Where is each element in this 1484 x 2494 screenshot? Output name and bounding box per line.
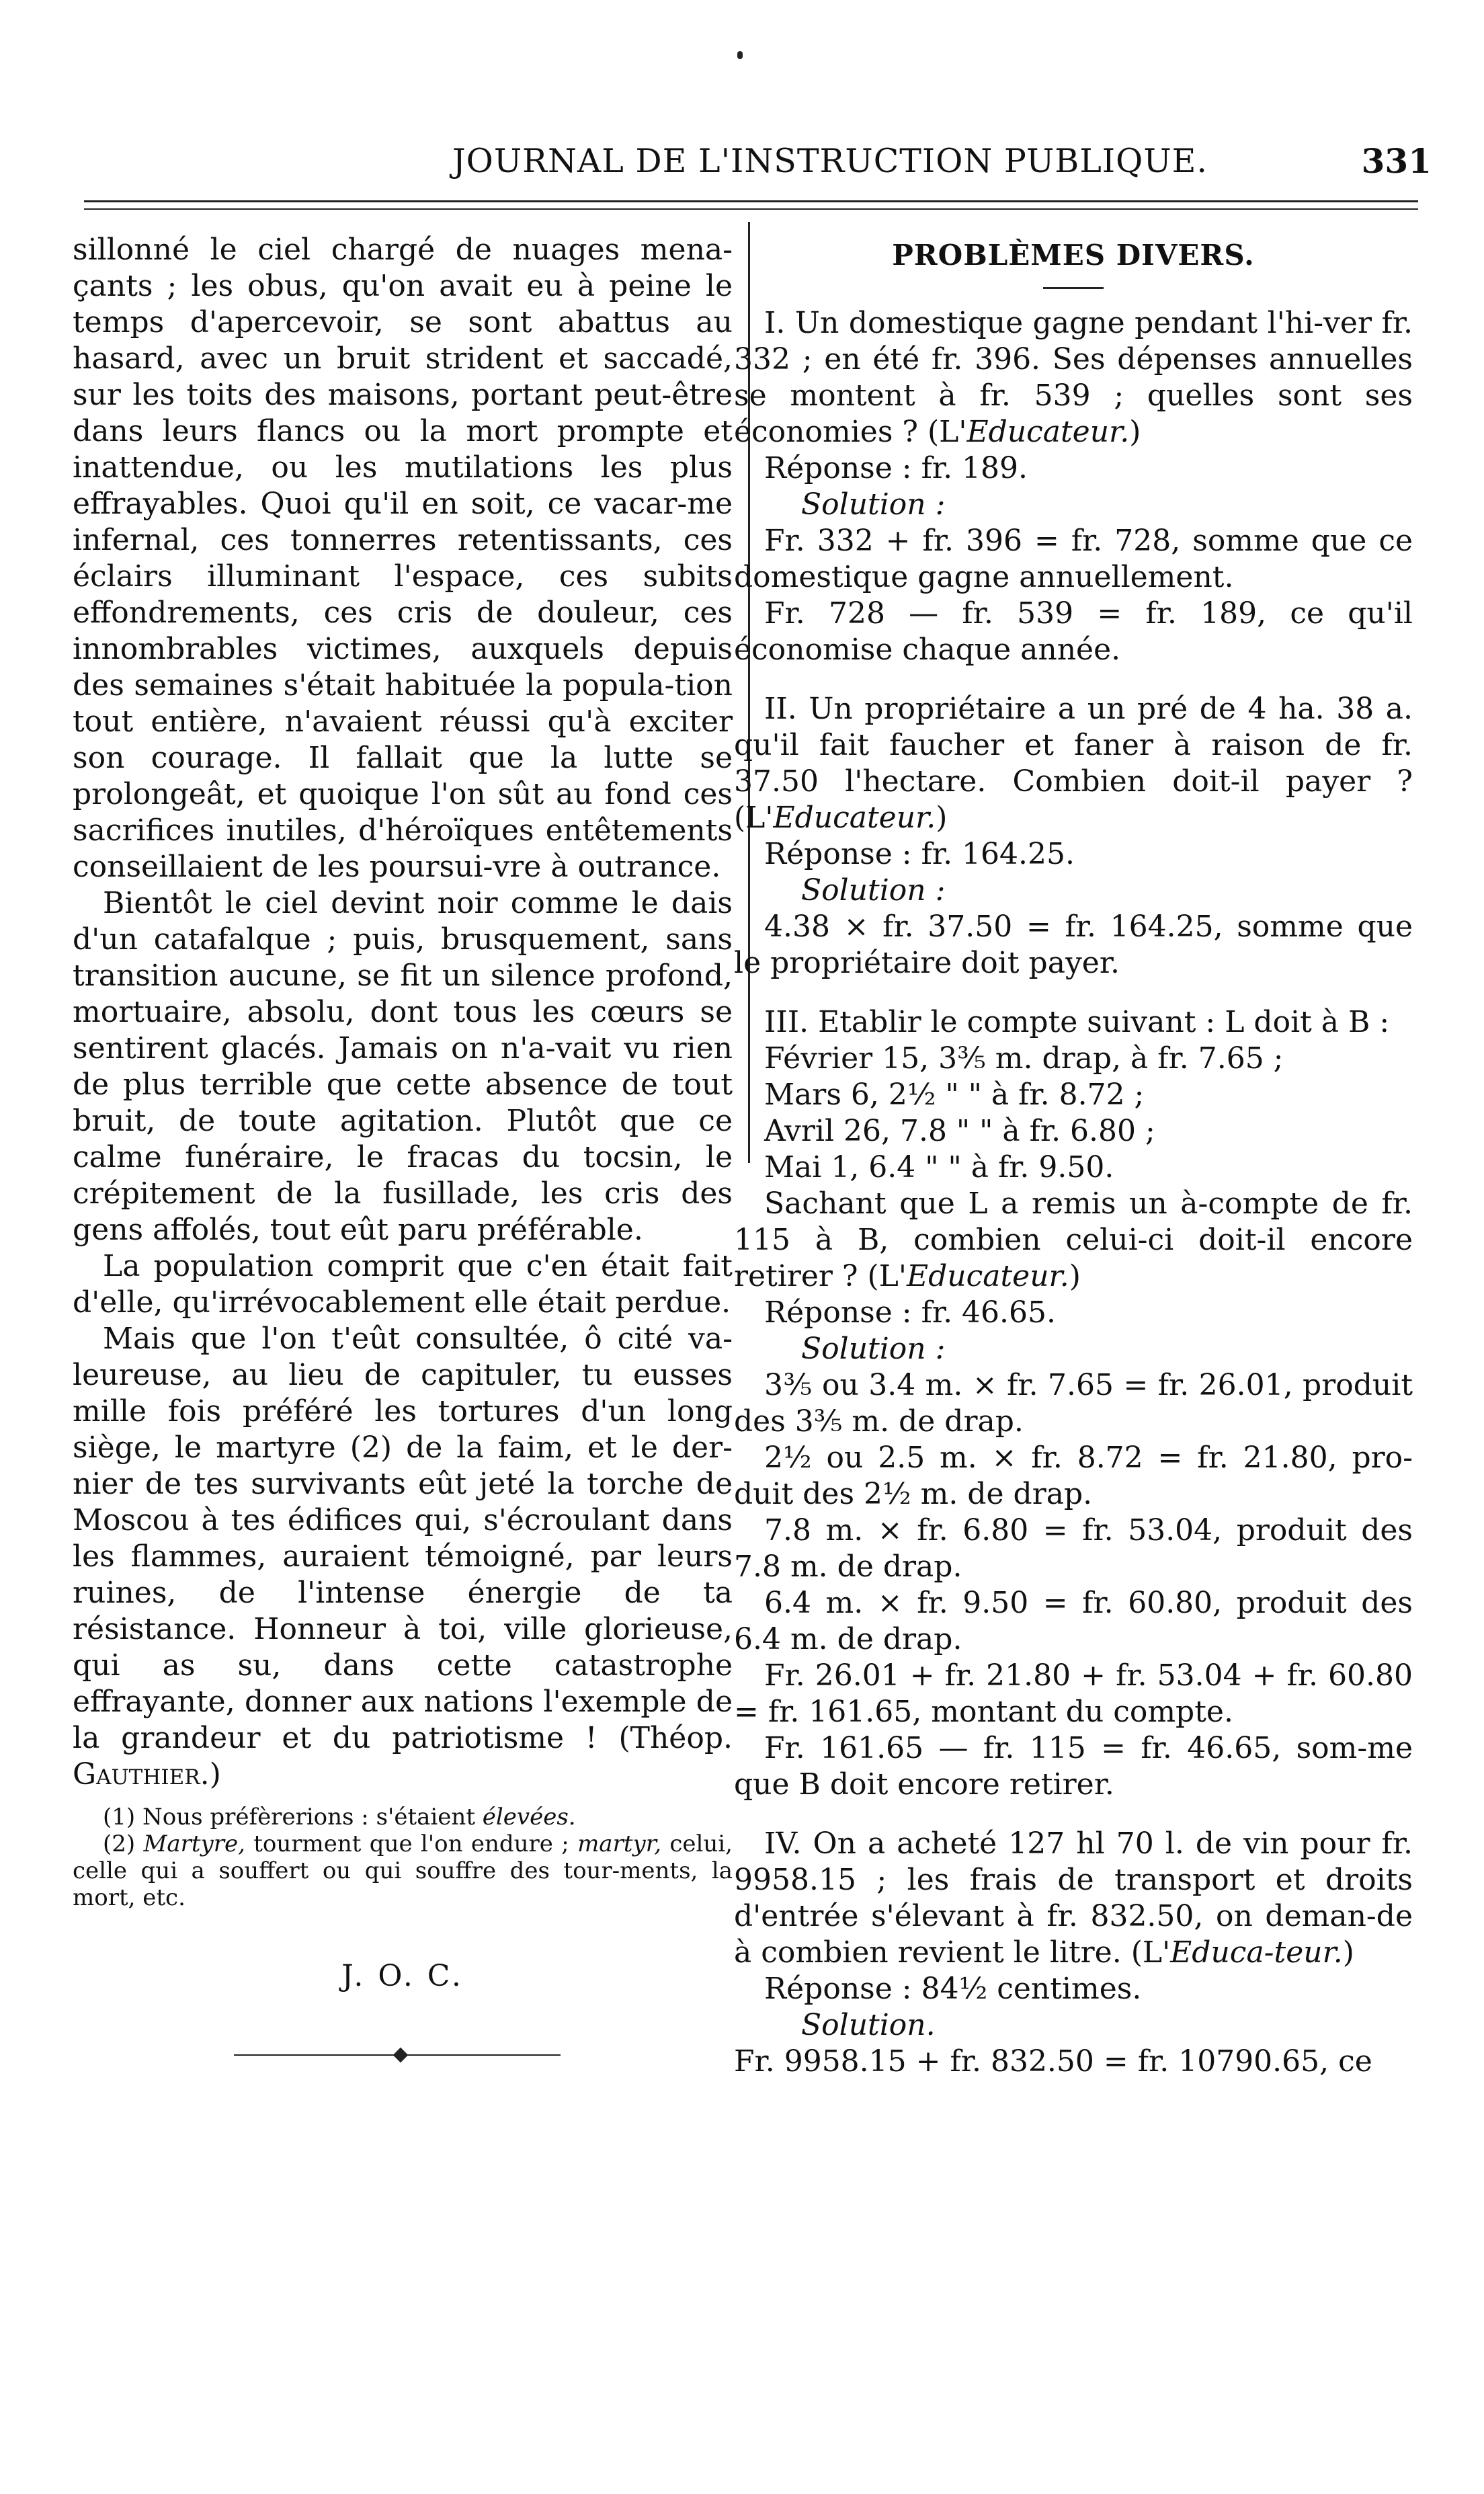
solution-line: Fr. 161.65 — fr. 115 = fr. 46.65, som-me que B doit encore retirer. — [734, 1731, 1413, 1802]
header-rule — [84, 200, 1418, 202]
solution-line: Fr. 9958.15 + fr. 832.50 = fr. 10790.65, ce — [734, 2044, 1372, 2079]
source: Educateur. — [773, 801, 936, 835]
solution-line: 2½ ou 2.5 m. × fr. 8.72 = fr. 21.80, pro-duit des 2½ m. de drap. — [734, 1441, 1413, 1511]
footnote-term: Martyre, — [143, 1831, 245, 1857]
running-head — [81, 138, 1432, 185]
paragraph: sillonné le ciel chargé de nuages mena-çants ; les obus, qu'on avait eu à peine le temps d'apercevoir, se sont abattus au hasard, avec un bruit strident et saccadé, sur les toits des maisons, portant peut-être dans leurs flancs ou la mort prompte et inattendue, ou les mutilations les plus effrayables. Quoi qu'il en soit, ce vacar-me infernal, ces tonnerres retentissants, ces éclairs illuminant l'espace, ces subits effondrements, ces cris de douleur, ces innombrables victimes, auxquels depuis des semaines s'était habituée la popula-tion tout entière, n'avaient réussi qu'à exciter son courage. Il fallait que la lutte se prolongeât, et quoique l'on sût au fond ces sacrifices inutiles, d'héroïques entêtements conseillaient de les poursui-vre à outrance. — [73, 233, 733, 884]
problem-3-statement: III. Etablir le compte suivant : L doit à B : — [764, 1005, 1390, 1039]
paragraph-text: Mais que l'on t'eût consultée, ô cité va-leureuse, au lieu de capituler, tu eusses mille fois préféré les tortures d'un long siège, le martyre (2) de la faim, et le der-nier de tes survivants eût jeté la torche de Moscou à tes édifices qui, s'écroulant dans les flammes, auraient témoigné, par leurs ruines, de l'intense énergie de ta résistance. Honneur à toi, ville glorieuse, qui as su, dans cette catastrophe effrayante, donner aux nations l'exemple de la grandeur et du patriotisme ! — [73, 1322, 733, 1755]
section-heading: PROBLÈMES DIVERS. — [892, 239, 1255, 272]
running-title: JOURNAL DE L'INSTRUCTION PUBLIQUE. — [452, 142, 1208, 180]
problem-2-answer: Réponse : fr. 164.25. — [764, 837, 1075, 871]
attribution-suffix: .) — [200, 1757, 221, 1792]
problem-1-solution-label: Solution : — [801, 487, 946, 522]
heading-rule — [1043, 287, 1104, 289]
end-ornament — [234, 2048, 570, 2062]
header-rule — [84, 208, 1418, 210]
problem-1-statement: I. Un domestique gagne pendant l'hi-ver fr. 332 ; en été fr. 396. Ses dépenses annuelles se montent à fr. 539 ; quelles sont ses économies ? (L'Educateur.) — [734, 306, 1413, 449]
paragraph: La population comprit que c'en était fait d'elle, qu'irrévocablement elle était perdue. — [73, 1249, 733, 1320]
signature: J. O. C. — [341, 1959, 464, 1993]
footnote-term: martyr, — [577, 1831, 662, 1857]
account-item: Février 15, 3⅗ m. drap, à fr. 7.65 ; — [764, 1041, 1284, 1076]
solution-line: Fr. 332 + fr. 396 = fr. 728, somme que ce domestique gagne annuellement. — [734, 524, 1413, 594]
solution-line: 7.8 m. × fr. 6.80 = fr. 53.04, produit des 7.8 m. de drap. — [734, 1513, 1413, 1584]
paragraph: Bientôt le ciel devint noir comme le dais d'un catafalque ; puis, brusquement, sans transition aucune, se fit un silence profond, mortuaire, absolu, dont tous les cœurs se sentirent glacés. Jamais on n'a-vait vu rien de plus terrible que cette absence de tout bruit, de toute agitation. Plutôt que ce calme funéraire, le fracas du tocsin, le crépitement de la fusillade, les cris des gens affolés, tout eût paru préférable. — [73, 886, 733, 1247]
problem-4-solution-label: Solution. — [801, 2008, 936, 2042]
problem-4-answer: Réponse : 84½ centimes. — [764, 1972, 1142, 2006]
account-item: Mai 1, 6.4 " " à fr. 9.50. — [764, 1150, 1114, 1184]
problem-3-question: Sachant que L a remis un à-compte de fr. 115 à B, combien celui-ci doit-il encore retirer ? (L'Educateur.) — [734, 1186, 1413, 1293]
solution-line: Fr. 728 — fr. 539 = fr. 189, ce qu'il économise chaque année. — [734, 596, 1413, 667]
footnote-word: élevées. — [482, 1804, 576, 1831]
footnote-2 — [73, 1831, 733, 1911]
problem-2-solution-label: Solution : — [801, 873, 946, 908]
attribution-author: Gauthier — [73, 1757, 200, 1792]
problem-3-answer: Réponse : fr. 46.65. — [764, 1295, 1056, 1330]
left-column — [73, 232, 733, 2062]
solution-line: 4.38 × fr. 37.50 = fr. 164.25, somme que le propriétaire doit payer. — [734, 910, 1413, 980]
problem-2-statement: II. Un propriétaire a un pré de 4 ha. 38 a. qu'il fait faucher et faner à raison de fr. 37.50 l'hectare. Combien doit-il payer ? (L'Educateur.) — [734, 692, 1413, 835]
footnote-prefix: (2) — [103, 1831, 144, 1857]
solution-line: Fr. 26.01 + fr. 21.80 + fr. 53.04 + fr. 60.80 = fr. 161.65, montant du compte. — [734, 1658, 1413, 1729]
footnote-text: (1) Nous préfèrerions : s'étaient — [103, 1804, 483, 1831]
solution-line: 6.4 m. × fr. 9.50 = fr. 60.80, produit des 6.4 m. de drap. — [734, 1586, 1413, 1656]
solution-line: 3⅗ ou 3.4 m. × fr. 7.65 = fr. 26.01, produit des 3⅗ m. de drap. — [734, 1368, 1413, 1439]
account-item: Mars 6, 2½ " " à fr. 8.72 ; — [764, 1078, 1145, 1112]
footnote-text: tourment que l'on endure ; — [245, 1831, 578, 1857]
page-number: 331 — [1361, 141, 1432, 181]
footnote-1 — [73, 1804, 733, 1831]
source: Educateur. — [906, 1259, 1069, 1293]
problem-1-answer: Réponse : fr. 189. — [764, 451, 1028, 485]
account-item: Avril 26, 7.8 " " à fr. 6.80 ; — [764, 1114, 1155, 1148]
problem-4-statement: IV. On a acheté 127 hl 70 l. de vin pour fr. 9958.15 ; les frais de transport et droits d'entrée s'élevant à fr. 832.50, on deman-de à combien revient le litre. (L'Educa-teur.) — [734, 1826, 1413, 1970]
print-mark — [737, 51, 743, 59]
right-column — [734, 232, 1413, 2080]
footnote-text: celui, celle qui a souffert ou qui souffre des tour-ments, la mort, etc. — [73, 1831, 733, 1911]
attribution-prefix: (Théop. — [618, 1721, 733, 1755]
source: Educateur. — [966, 415, 1130, 449]
problem-3-solution-label: Solution : — [801, 1332, 946, 1366]
source: Educa-teur. — [1170, 1935, 1343, 1970]
paragraph — [73, 1321, 733, 1793]
